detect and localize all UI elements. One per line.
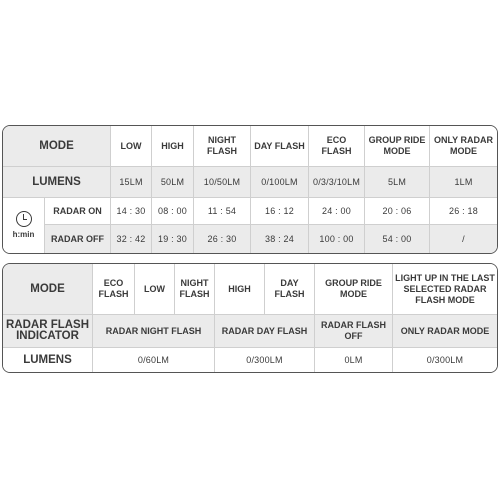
radar-on-value: 16 : 12 xyxy=(251,198,309,225)
radar-off-value: 54 : 00 xyxy=(365,225,430,253)
mode-last-selected: LIGHT UP IN THE LAST SELECTED RADAR FLASH MODE xyxy=(393,264,497,315)
lumens-value: 50LM xyxy=(152,167,194,198)
mode-high: HIGH xyxy=(215,264,265,315)
mode-high: HIGH xyxy=(152,126,194,167)
lumens-value: 0/300LM xyxy=(393,348,497,372)
lumens-value: 1LM xyxy=(430,167,497,198)
indicator-only-radar: ONLY RADAR MODE xyxy=(393,315,497,348)
radar-off-value: 19 : 30 xyxy=(152,225,194,253)
mode-eco-flash: ECO FLASH xyxy=(93,264,135,315)
runtime-table xyxy=(2,125,498,254)
mode-night-flash: NIGHT FLASH xyxy=(194,126,251,167)
mode-day-flash: DAY FLASH xyxy=(251,126,309,167)
radar-on-value: 20 : 06 xyxy=(365,198,430,225)
mode-low: LOW xyxy=(135,264,175,315)
indicator-header: RADAR FLASH INDICATOR xyxy=(3,315,93,348)
lumens-value: 0/60LM xyxy=(93,348,215,372)
lumens-header: LUMENS xyxy=(3,167,111,198)
radar-off-value: 100 : 00 xyxy=(309,225,365,253)
runtime-clock-cell xyxy=(3,198,45,253)
radar-on-value: 24 : 00 xyxy=(309,198,365,225)
lumens-value: 0/3/3/10LM xyxy=(309,167,365,198)
lumens-value: 10/50LM xyxy=(194,167,251,198)
mode-header: MODE xyxy=(3,264,93,315)
radar-off-value: 26 : 30 xyxy=(194,225,251,253)
indicator-radar-flash-off: RADAR FLASH OFF xyxy=(315,315,393,348)
mode-eco-flash: ECO FLASH xyxy=(309,126,365,167)
radar-off-value: / xyxy=(430,225,497,253)
mode-group-ride: GROUP RIDE MODE xyxy=(365,126,430,167)
lumens-value: 15LM xyxy=(111,167,152,198)
lumens-value: 0/300LM xyxy=(215,348,315,372)
lumens-header: LUMENS xyxy=(3,348,93,372)
clock-icon xyxy=(16,211,32,227)
lumens-value: 0/100LM xyxy=(251,167,309,198)
radar-on-value: 14 : 30 xyxy=(111,198,152,225)
mode-night-flash: NIGHT FLASH xyxy=(175,264,215,315)
mode-group-ride: GROUP RIDE MODE xyxy=(315,264,393,315)
radar-on-label: RADAR ON xyxy=(45,198,111,225)
time-unit: h:min xyxy=(12,230,35,239)
indicator-radar-day-flash: RADAR DAY FLASH xyxy=(215,315,315,348)
radar-off-value: 32 : 42 xyxy=(111,225,152,253)
lumens-value: 0LM xyxy=(315,348,393,372)
lumens-value: 5LM xyxy=(365,167,430,198)
mode-day-flash: DAY FLASH xyxy=(265,264,315,315)
radar-on-value: 26 : 18 xyxy=(430,198,497,225)
mode-header: MODE xyxy=(3,126,111,167)
radar-off-label: RADAR OFF xyxy=(45,225,111,253)
radar-off-value: 38 : 24 xyxy=(251,225,309,253)
mode-only-radar: ONLY RADAR MODE xyxy=(430,126,497,167)
indicator-radar-night-flash: RADAR NIGHT FLASH xyxy=(93,315,215,348)
mode-low: LOW xyxy=(111,126,152,167)
radar-on-value: 11 : 54 xyxy=(194,198,251,225)
radar-flash-table xyxy=(2,263,498,373)
radar-on-value: 08 : 00 xyxy=(152,198,194,225)
